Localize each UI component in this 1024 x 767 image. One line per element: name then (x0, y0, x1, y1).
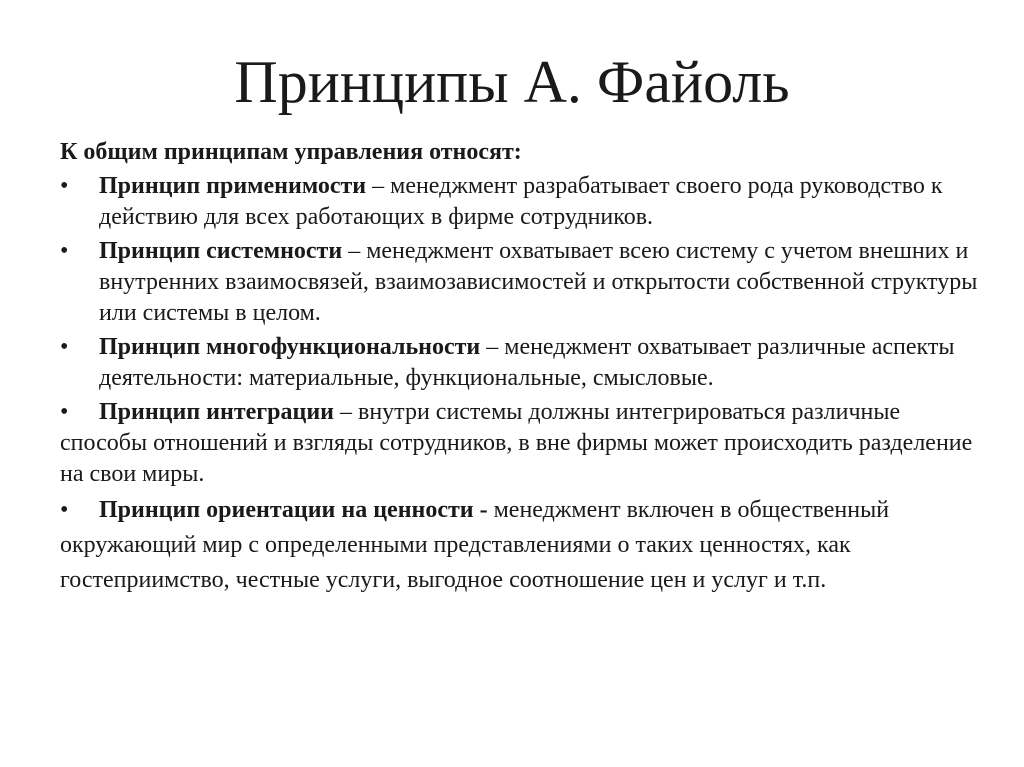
item-term: Принцип многофункциональности (99, 334, 481, 360)
bullet-icon: • (60, 399, 69, 425)
bullet-icon: • (60, 497, 69, 523)
item-term: Принцип системности (99, 238, 343, 264)
list-item (60, 236, 980, 329)
list-item (60, 171, 980, 233)
slide-title: Принципы А. Файоль (234, 49, 790, 115)
list-item (60, 332, 980, 394)
item-term: Принцип интеграции (99, 399, 334, 425)
item-text: – внутри системы должны интегрироваться различные способы отношений и взгляды сотрудников, в вне фирмы может происходить разделение на свои миры. (60, 399, 973, 487)
slide-content (60, 137, 980, 601)
bullet-icon: • (60, 334, 69, 360)
item-text: – менеджмент охватывает всею систему с учетом внешних и внутренних взаимосвязей, взаимозависимостей и открытости собственной структуры или системы в целом. (99, 238, 978, 326)
item-text: – менеджмент охватывает различные аспекты деятельности: материальные, функциональные, смысловые. (99, 334, 955, 391)
list-item (60, 397, 980, 490)
item-term: Принцип ориентации на ценности - (99, 497, 488, 523)
intro-text: К общим принципам управления относят: (60, 139, 522, 165)
bullet-icon: • (60, 238, 69, 264)
item-term: Принцип применимости (99, 173, 367, 199)
bullet-icon: • (60, 173, 69, 199)
list-item (60, 493, 980, 598)
item-text: – менеджмент разрабатывает своего рода руководство к действию для всех работающих в фирме сотрудников. (99, 173, 943, 230)
item-text: менеджмент включен в общественный окружающий мир с определенными представлениями о таких ценностях, как гостеприимство, честные услуги, выгодное соотношение цен и услуг и т.п. (60, 497, 890, 593)
